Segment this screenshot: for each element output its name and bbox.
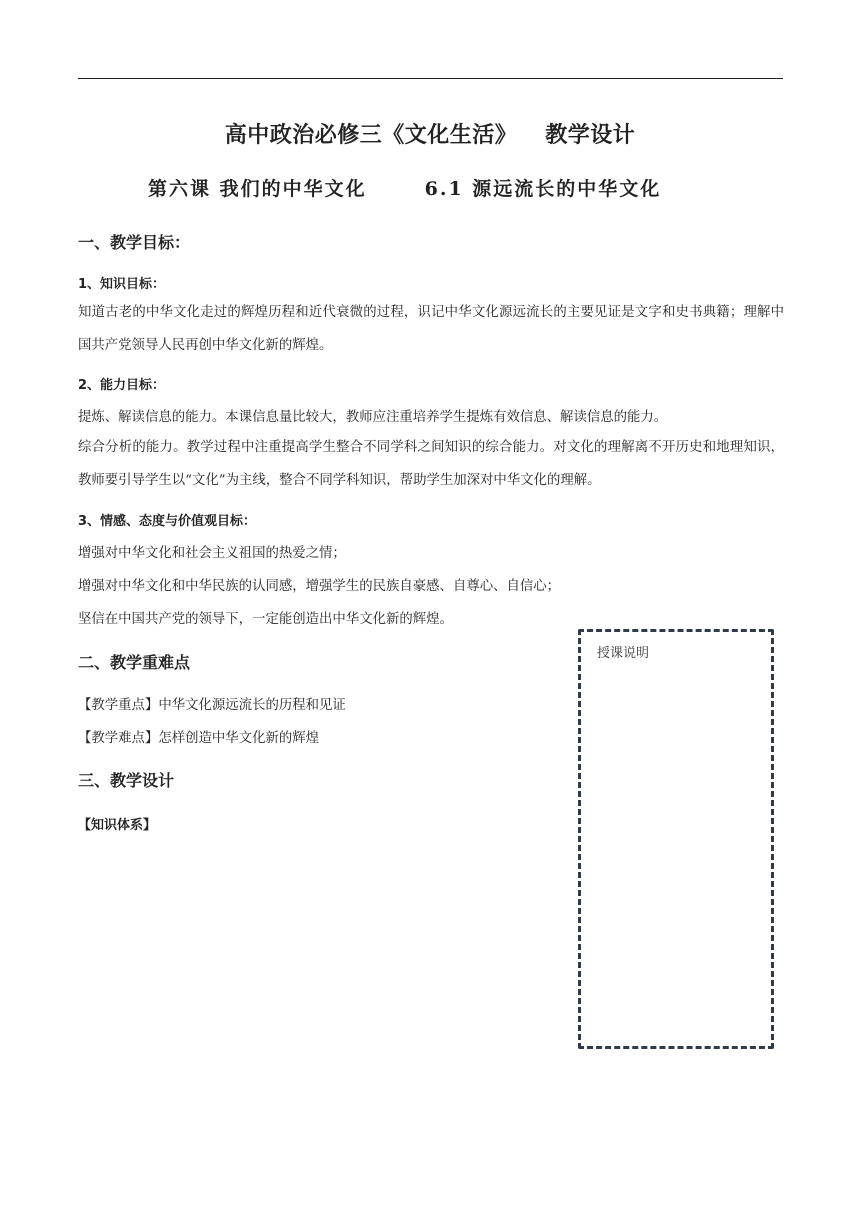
- ability-objective-line-1: 提炼、解读信息的能力。本课信息量比较大，教师应注重培养学生提炼有效信息、解读信息的能力。: [78, 410, 668, 425]
- knowledge-system-label: 【知识体系】: [78, 818, 157, 833]
- key-points-heading: 二、教学重难点: [78, 653, 191, 672]
- lesson-title: 第六课 我们的中华文化: [148, 178, 367, 200]
- ability-objective-heading: 2、能力目标：: [78, 378, 166, 393]
- document-subtitle: [148, 174, 661, 201]
- knowledge-objective-heading: 1、知识目标：: [78, 277, 166, 292]
- section-title: 6.1 源远流长的中华文化: [424, 178, 662, 200]
- teaching-notes-box: [578, 629, 774, 1049]
- header-rule: [78, 78, 783, 79]
- design-heading: 三、教学设计: [78, 771, 175, 790]
- teaching-focus: 【教学重点】中华文化源远流长的历程和见证: [78, 698, 346, 713]
- ability-objective-line-2: 综合分析的能力。教学过程中注重提高学生整合不同学科之间知识的综合能力。对文化的理解离不开历史和地理知识，教师要引导学生以“文化”为主线，整合不同学科知识，帮助学生加深对中华文化的理解。: [78, 440, 784, 488]
- title-main: 高中政治必修三《文化生活》: [224, 123, 518, 148]
- emotion-objective-line-1: 增强对中华文化和社会主义祖国的热爱之情；: [78, 546, 346, 561]
- emotion-objective-line-3: 坚信在中国共产党的领导下，一定能创造出中华文化新的辉煌。: [78, 612, 453, 627]
- emotion-objective-line-2: 增强对中华文化和中华民族的认同感，增强学生的民族自豪感、自尊心、自信心；: [78, 579, 561, 594]
- emotion-objective-heading: 3、情感、态度与价值观目标：: [78, 514, 257, 529]
- teaching-notes-label: 授课说明: [597, 646, 650, 661]
- document-title: [0, 118, 860, 149]
- objectives-heading: 一、教学目标：: [78, 233, 191, 252]
- knowledge-objective-text: 知道古老的中华文化走过的辉煌历程和近代衰微的过程，识记中华文化源远流长的主要见证是文字和史书典籍；理解中国共产党领导人民再创中华文化新的辉煌。: [78, 305, 784, 353]
- teaching-difficulty: 【教学难点】怎样创造中华文化新的辉煌: [78, 731, 320, 746]
- title-suffix: 教学设计: [545, 123, 636, 148]
